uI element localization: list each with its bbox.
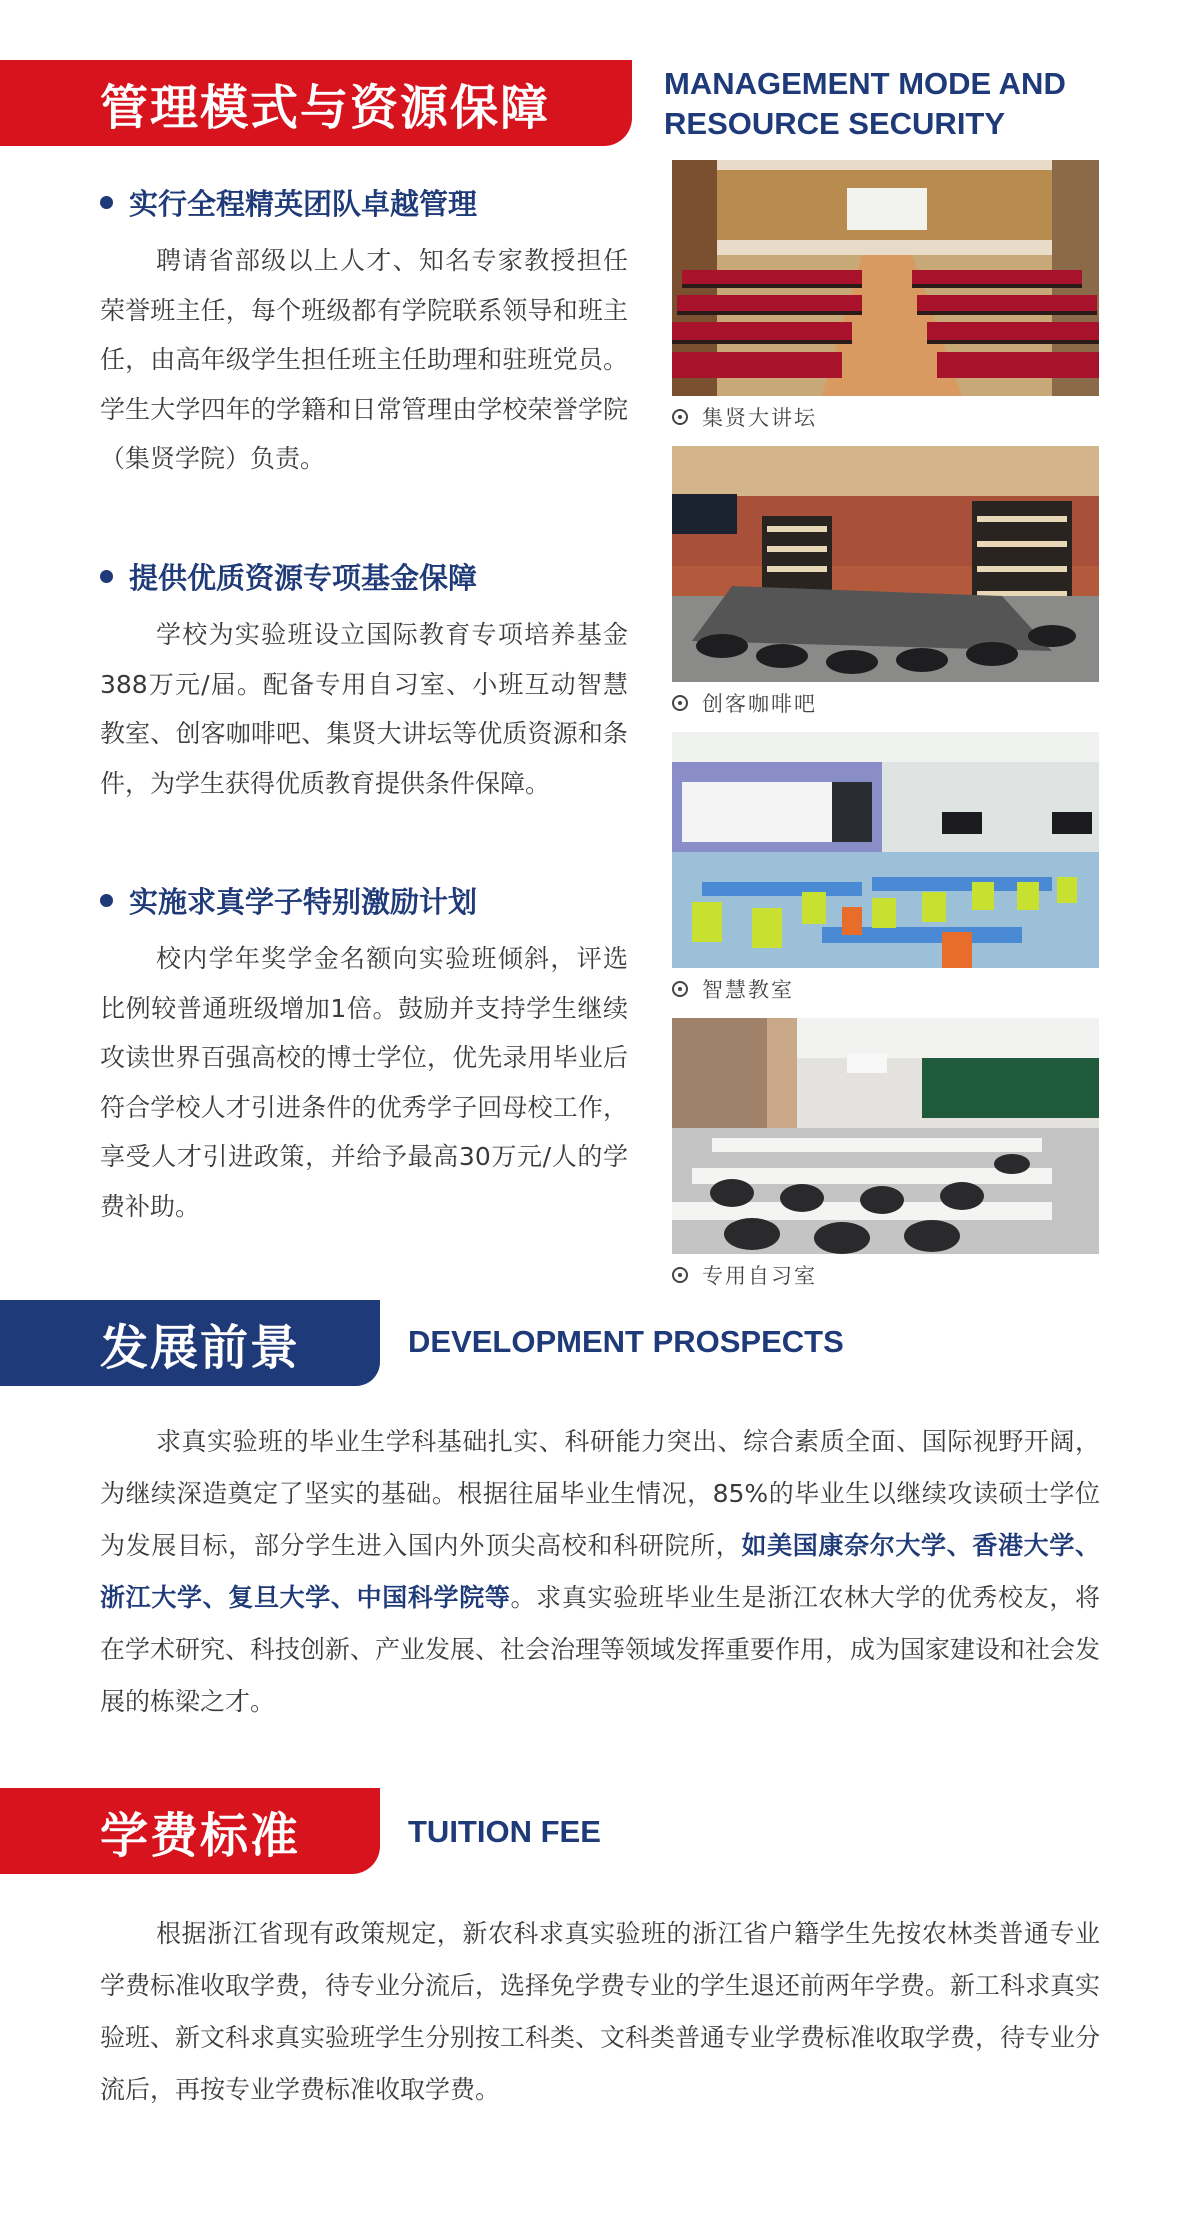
bullet-heading-1-text: 实行全程精英团队卓越管理 [129,186,478,221]
section2-text-highlight: 如美国康奈尔大学、香港大学、浙江大学、复旦大学、中国科学院等 [100,1531,1100,1612]
photo-caption-4-text: 专用自习室 [702,1264,817,1288]
section1-en-title [664,64,1066,144]
photo-caption-3 [672,974,794,1004]
photo-caption-2 [672,688,817,718]
section3-title: 学费标准 [100,1807,301,1864]
section3-banner [0,1788,380,1874]
photo-caption-4 [672,1260,817,1290]
bullet-dot-icon [100,894,113,907]
section2-text-after: 。求真实验班毕业生是浙江农林大学的优秀校友，将在学术研究、科技创新、产业发展、社会治理等领域发挥重要作用，成为国家建设和社会发展的栋梁之才。 [100,1583,1101,1716]
section3-paragraph: 根据浙江省现有政策规定，新农科求真实验班的浙江省户籍学生先按农林类普通专业学费标准收取学费，待专业分流后，选择免学费专业的学生退还前两年学费。新工科求真实验班、新文科求真实验班学生分别按工科类、文科类普通专业学费标准收取学费，待专业分流后，再按专业学费标准收取学费。 [100,1919,1101,2104]
section1-title: 管理模式与资源保障 [100,79,551,136]
photo-caption-1-text: 集贤大讲坛 [702,406,817,430]
section1-en-title-line2: RESOURCE SECURITY [664,106,1006,141]
photo-caption-2-text: 创客咖啡吧 [702,692,817,716]
section2-en-title: DEVELOPMENT PROSPECTS [408,1324,844,1359]
section1-banner [0,60,632,146]
photo-smart-classroom [672,732,1099,968]
bullet-dot-icon [100,196,113,209]
section2-title: 发展前景 [100,1319,301,1376]
photo-maker-cafe [672,446,1099,682]
section2-paragraph [100,1416,1100,1728]
bullet-paragraph-1: 聘请省部级以上人才、知名专家教授担任荣誉班主任，每个班级都有学院联系领导和班主任，由高年级学生担任班主任助理和驻班党员。学生大学四年的学籍和日常管理由学校荣誉学院（集贤学院）负责。 [100,246,628,473]
bullet-heading-3 [100,878,640,922]
photo-caption-1 [672,402,817,432]
section2-text-before: 求真实验班的毕业生学科基础扎实、科研能力突出、综合素质全面、国际视野开阔，为继续深造奠定了坚实的基础。根据往届毕业生情况，85%的毕业生以继续攻读硕士学位为发展目标，部分学生进入国内外顶尖高校和科研院所， [100,1427,1100,1560]
bullet-paragraph-3: 校内学年奖学金名额向实验班倾斜，评选比例较普通班级增加1倍。鼓励并支持学生继续攻读世界百强高校的博士学位，优先录用毕业后符合学校人才引进条件的优秀学子回母校工作，享受人才引进政策，并给予最高30万元/人的学费补助。 [100,944,628,1221]
bullet-dot-icon [100,570,113,583]
section1-en-title-line1: MANAGEMENT MODE AND [664,66,1066,101]
caption-target-icon [672,981,688,997]
bullet-heading-2-text: 提供优质资源专项基金保障 [129,560,478,595]
bullet-heading-3-text: 实施求真学子特别激励计划 [129,884,478,919]
photo-study-room [672,1018,1099,1254]
bullet-heading-2 [100,554,640,598]
caption-target-icon [672,409,688,425]
bullet-heading-1 [100,180,640,224]
photo-lecture-hall [672,160,1099,396]
section3-en-title: TUITION FEE [408,1814,601,1849]
section2-banner [0,1300,380,1386]
photo-caption-3-text: 智慧教室 [702,978,794,1002]
caption-target-icon [672,695,688,711]
caption-target-icon [672,1267,688,1283]
bullet-paragraph-2: 学校为实验班设立国际教育专项培养基金388万元/届。配备专用自习室、小班互动智慧教室、创客咖啡吧、集贤大讲坛等优质资源和条件，为学生获得优质教育提供条件保障。 [100,620,628,798]
